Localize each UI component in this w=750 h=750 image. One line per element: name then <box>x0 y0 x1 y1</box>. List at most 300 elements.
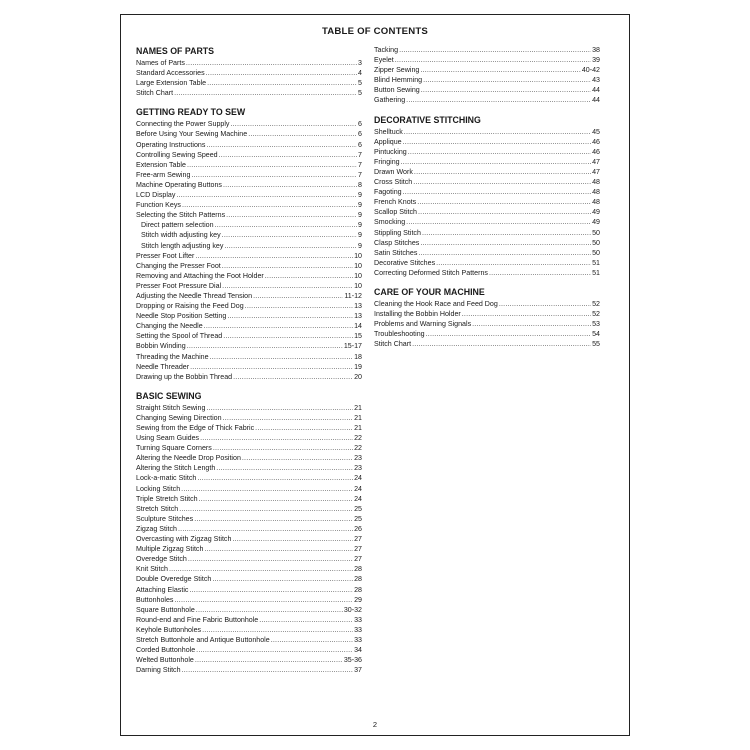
entry-label: Problems and Warning Signals <box>374 320 472 329</box>
toc-entry <box>374 147 600 157</box>
entry-page-number: 7 <box>358 160 362 169</box>
toc-entry <box>136 655 362 665</box>
toc-entry <box>374 339 600 349</box>
entry-label: Clasp Stitches <box>374 238 420 247</box>
entry-page-number: 11-12 <box>344 291 362 300</box>
toc-entry <box>136 88 362 98</box>
section-heading: NAMES OF PARTS <box>136 46 215 56</box>
dot-leader <box>462 309 591 319</box>
entry-label: Knit Stitch <box>136 565 168 574</box>
entry-label: Eyelet <box>374 56 394 65</box>
dot-leader <box>242 453 353 463</box>
entry-page-number: 7 <box>358 170 362 179</box>
toc-entry <box>136 200 362 210</box>
dot-leader <box>413 177 591 187</box>
entry-label: Zipper Sewing <box>374 66 420 75</box>
dot-leader <box>187 341 343 351</box>
entry-label: Selecting the Stitch Patterns <box>136 211 226 220</box>
dot-leader <box>188 554 353 564</box>
entry-page-number: 54 <box>592 330 600 339</box>
entry-label: Names of Parts <box>136 59 185 67</box>
entry-label: Overedge Stitch <box>136 555 187 564</box>
entry-label: Free-arm Sewing <box>136 170 191 179</box>
toc-entry <box>374 238 600 248</box>
dot-leader <box>187 160 357 170</box>
toc-entry <box>136 261 362 271</box>
dot-leader <box>422 228 591 238</box>
entry-page-number: 38 <box>592 46 600 54</box>
entry-page-number: 20 <box>354 372 362 381</box>
entry-page-number: 25 <box>354 504 362 513</box>
entry-page-number: 13 <box>354 312 362 321</box>
entry-label: Keyhole Buttonholes <box>136 625 202 634</box>
toc-entry <box>136 484 362 494</box>
entry-page-number: 33 <box>354 635 362 644</box>
entry-label: Presser Foot Lifter <box>136 251 195 260</box>
toc-entry <box>374 197 600 207</box>
dot-leader <box>406 217 591 227</box>
entry-label: Button Sewing <box>374 86 420 95</box>
toc-entry <box>136 321 362 331</box>
dot-leader <box>253 291 343 301</box>
toc-entry <box>136 615 362 625</box>
entry-page-number: 10 <box>354 251 362 260</box>
entry-page-number: 28 <box>354 565 362 574</box>
entry-page-number: 23 <box>354 464 362 473</box>
entry-label: Adjusting the Needle Thread Tension <box>136 291 253 300</box>
toc-section-decorative-stitching <box>374 114 600 278</box>
entry-label: Stitch Chart <box>374 340 412 349</box>
entry-label: Sewing from the Edge of Thick Fabric <box>136 424 255 432</box>
toc-entry <box>374 127 600 137</box>
toc-entry <box>136 574 362 584</box>
toc-entry <box>374 45 600 55</box>
dot-leader <box>182 665 354 675</box>
document-page <box>120 14 630 736</box>
toc-entry <box>374 207 600 217</box>
entry-label: Installing the Bobbin Holder <box>374 310 461 319</box>
entry-label: Multiple Zigzag Stitch <box>136 545 204 554</box>
entry-page-number: 51 <box>592 258 600 267</box>
dot-leader <box>216 463 353 473</box>
entry-label: Removing and Attaching the Foot Holder <box>136 271 264 280</box>
entry-label: Turning Square Corners <box>136 444 212 453</box>
entry-label: French Knots <box>374 198 417 207</box>
toc-entry <box>136 554 362 564</box>
dot-leader <box>197 473 353 483</box>
entry-label: Gathering <box>374 96 406 105</box>
toc-entry <box>136 665 362 675</box>
entry-label: Machine Operating Buttons <box>136 180 222 189</box>
entry-page-number: 10 <box>354 261 362 270</box>
entry-page-number: 4 <box>358 69 362 78</box>
dot-leader <box>179 504 353 514</box>
entry-page-number: 21 <box>354 413 362 422</box>
entry-page-number: 13 <box>354 302 362 311</box>
dot-leader <box>227 311 353 321</box>
entry-label: Decorative Stitches <box>374 258 436 267</box>
entry-page-number: 9 <box>358 191 362 200</box>
entry-page-number: 48 <box>592 188 600 197</box>
dot-leader <box>174 88 357 98</box>
entry-label: Drawing up the Bobbin Thread <box>136 372 233 381</box>
entry-label: Shelltuck <box>374 127 403 136</box>
entry-page-number: 40-42 <box>581 66 600 75</box>
toc-entry <box>136 78 362 88</box>
toc-entry <box>136 514 362 524</box>
entry-page-number: 50 <box>592 248 600 257</box>
dot-leader <box>395 55 591 65</box>
dot-leader <box>230 119 357 129</box>
toc-entry <box>136 413 362 423</box>
dot-leader <box>204 321 353 331</box>
dot-leader <box>248 129 357 139</box>
entry-label: Drawn Work <box>374 167 413 176</box>
entry-label: Double Overedge Stitch <box>136 575 212 584</box>
dot-leader <box>436 258 591 268</box>
dot-leader <box>181 484 353 494</box>
entry-page-number: 27 <box>354 555 362 564</box>
dot-leader <box>426 329 592 339</box>
entry-page-number: 48 <box>592 178 600 187</box>
toc-entry <box>374 248 600 258</box>
toc-entry <box>136 423 362 433</box>
right-column <box>374 45 600 357</box>
toc-entry <box>136 140 362 150</box>
toc-entry <box>136 494 362 504</box>
entry-label: Function Keys <box>136 201 181 210</box>
entry-page-number: 18 <box>354 352 362 361</box>
toc-entry <box>136 463 362 473</box>
entry-page-number: 24 <box>354 474 362 483</box>
dot-leader <box>199 494 353 504</box>
entry-label: Needle Stop Position Setting <box>136 312 227 321</box>
entry-page-number: 23 <box>354 454 362 463</box>
toc-section-getting-ready-to-sew <box>136 106 362 381</box>
entry-label: Cross Stitch <box>374 178 413 187</box>
entry-page-number: 50 <box>592 228 600 237</box>
dot-leader <box>182 200 357 210</box>
dot-leader <box>204 544 353 554</box>
entry-label: Controlling Sewing Speed <box>136 150 218 159</box>
dot-leader <box>418 248 591 258</box>
toc-entry <box>374 217 600 227</box>
dot-leader <box>265 271 353 281</box>
entry-label: Pintucking <box>374 147 407 156</box>
entry-label: Large Extension Table <box>136 79 207 88</box>
entry-page-number: 22 <box>354 444 362 453</box>
dot-leader <box>401 157 591 167</box>
section-heading: CARE OF YOUR MACHINE <box>374 286 485 297</box>
entry-page-number: 26 <box>354 524 362 533</box>
dot-leader <box>222 230 357 240</box>
entry-page-number: 45 <box>592 127 600 136</box>
entry-page-number: 33 <box>354 615 362 624</box>
toc-entry <box>136 605 362 615</box>
toc-entry <box>136 119 362 129</box>
entry-label: Triple Stretch Stitch <box>136 494 198 503</box>
toc-entry <box>136 585 362 595</box>
dot-leader <box>174 595 353 605</box>
dot-leader <box>186 58 357 68</box>
entry-label: Stitch length adjusting key <box>141 241 224 250</box>
dot-leader <box>403 137 591 147</box>
toc-entry <box>136 504 362 514</box>
dot-leader <box>408 147 591 157</box>
entry-label: Using Seam Guides <box>136 434 200 443</box>
entry-page-number: 9 <box>358 221 362 230</box>
entry-label: Applique <box>374 137 402 146</box>
entry-page-number: 44 <box>592 96 600 105</box>
entry-label: LCD Display <box>136 191 176 200</box>
entry-page-number: 33 <box>354 625 362 634</box>
entry-page-number: 6 <box>358 130 362 139</box>
dot-leader <box>169 564 353 574</box>
dot-leader <box>212 574 353 584</box>
toc-entry <box>136 341 362 351</box>
toc-entry <box>374 329 600 339</box>
entry-label: Stretch Buttonhole and Antique Buttonhole <box>136 635 270 644</box>
entry-label: Altering the Stitch Length <box>136 464 216 473</box>
toc-entry <box>136 271 362 281</box>
entry-page-number: 15-17 <box>343 342 362 351</box>
entry-page-number: 28 <box>354 585 362 594</box>
toc-section-continued <box>374 45 600 106</box>
entry-page-number: 52 <box>592 299 600 308</box>
entry-label: Changing the Presser Foot <box>136 261 221 270</box>
dot-leader <box>223 180 357 190</box>
entry-page-number: 43 <box>592 76 600 85</box>
toc-entry <box>136 190 362 200</box>
toc-entry <box>136 220 362 230</box>
dot-leader <box>420 238 591 248</box>
toc-entry <box>136 129 362 139</box>
dot-leader <box>271 635 353 645</box>
toc-entry <box>374 228 600 238</box>
entry-page-number: 30-32 <box>343 605 362 614</box>
entry-label: Presser Foot Pressure Dial <box>136 281 222 290</box>
entry-label: Welted Buttonhole <box>136 656 194 665</box>
dot-leader <box>224 241 357 251</box>
entry-page-number: 53 <box>592 320 600 329</box>
entry-label: Tacking <box>374 46 399 54</box>
entry-label: Standard Accessories <box>136 69 205 78</box>
toc-entry <box>374 258 600 268</box>
toc-entry <box>374 177 600 187</box>
entry-label: Lock-a-matic Stitch <box>136 474 197 483</box>
entry-label: Smocking <box>374 218 406 227</box>
toc-entry <box>374 319 600 329</box>
dot-leader <box>196 645 353 655</box>
dot-leader <box>223 413 354 423</box>
dot-leader <box>195 655 343 665</box>
dot-leader <box>489 268 591 278</box>
entry-page-number: 55 <box>592 340 600 349</box>
entry-page-number: 7 <box>358 150 362 159</box>
toc-entry <box>136 524 362 534</box>
dot-leader <box>418 207 591 217</box>
page-title: TABLE OF CONTENTS <box>321 26 429 37</box>
dot-leader <box>245 301 353 311</box>
dot-leader <box>213 443 353 453</box>
dot-leader <box>215 220 357 230</box>
entry-label: Scallop Stitch <box>374 208 417 217</box>
toc-section-basic-sewing <box>136 390 362 676</box>
toc-entry <box>136 534 362 544</box>
toc-entry <box>136 403 362 413</box>
toc-entry <box>136 473 362 483</box>
entry-label: Straight Stitch Sewing <box>136 403 206 412</box>
entry-label: Setting the Spool of Thread <box>136 332 223 341</box>
toc-entry <box>136 645 362 655</box>
entry-label: Correcting Deformed Stitch Patterns <box>374 268 488 277</box>
entry-page-number: 24 <box>354 494 362 503</box>
toc-entry <box>374 167 600 177</box>
entry-page-number: 21 <box>354 424 362 432</box>
toc-entry <box>374 187 600 197</box>
entry-page-number: 39 <box>592 56 600 65</box>
entry-label: Extension Table <box>136 160 186 169</box>
entry-page-number: 52 <box>592 310 600 319</box>
entry-label: Troubleshooting <box>374 330 425 339</box>
entry-page-number: 3 <box>358 59 362 67</box>
dot-leader <box>195 251 353 261</box>
entry-page-number: 9 <box>358 201 362 210</box>
dot-leader <box>191 170 357 180</box>
entry-page-number: 6 <box>358 120 362 129</box>
dot-leader <box>178 524 353 534</box>
left-column <box>136 45 362 683</box>
entry-page-number: 25 <box>354 514 362 523</box>
toc-entry <box>374 137 600 147</box>
dot-leader <box>222 261 353 271</box>
dot-leader <box>219 150 357 160</box>
entry-page-number: 24 <box>354 484 362 493</box>
toc-entry <box>136 443 362 453</box>
entry-page-number: 28 <box>354 575 362 584</box>
entry-label: Stitch width adjusting key <box>141 231 221 240</box>
entry-label: Blind Hemming <box>374 76 423 85</box>
toc-entry <box>136 210 362 220</box>
entry-page-number: 14 <box>354 322 362 331</box>
entry-page-number: 47 <box>592 157 600 166</box>
dot-leader <box>189 585 353 595</box>
entry-page-number: 10 <box>354 271 362 280</box>
toc-entry <box>136 150 362 160</box>
dot-leader <box>403 187 592 197</box>
entry-page-number: 34 <box>354 646 362 655</box>
entry-label: Needle Threader <box>136 362 190 371</box>
dot-leader <box>200 433 353 443</box>
entry-label: Sculpture Stitches <box>136 514 194 523</box>
dot-leader <box>255 423 353 433</box>
toc-entry <box>136 251 362 261</box>
toc-entry <box>136 241 362 251</box>
entry-page-number: 9 <box>358 231 362 240</box>
entry-page-number: 5 <box>358 79 362 88</box>
entry-page-number: 9 <box>358 241 362 250</box>
entry-label: Zigzag Stitch <box>136 524 178 533</box>
dot-leader <box>223 331 353 341</box>
toc-entry <box>374 85 600 95</box>
entry-label: Stippling Stitch <box>374 228 421 237</box>
entry-page-number: 35-36 <box>343 656 362 665</box>
toc-entry <box>374 55 600 65</box>
entry-label: Operating Instructions <box>136 140 206 149</box>
dot-leader <box>206 68 357 78</box>
section-heading: DECORATIVE STITCHING <box>374 114 481 125</box>
toc-entry <box>136 372 362 382</box>
entry-label: Stitch Chart <box>136 89 174 98</box>
dot-leader <box>412 339 591 349</box>
entry-label: Stretch Stitch <box>136 504 179 513</box>
toc-entry <box>374 268 600 278</box>
entry-label: Direct pattern selection <box>141 221 214 230</box>
dot-leader <box>417 197 591 207</box>
toc-entry <box>374 75 600 85</box>
entry-page-number: 51 <box>592 268 600 277</box>
toc-entry <box>136 595 362 605</box>
dot-leader <box>194 514 353 524</box>
dot-leader <box>259 615 353 625</box>
entry-label: Darning Stitch <box>136 666 181 675</box>
toc-entry <box>136 230 362 240</box>
dot-leader <box>226 210 357 220</box>
entry-page-number: 29 <box>354 595 362 604</box>
dot-leader <box>206 140 357 150</box>
toc-entry <box>136 58 362 68</box>
toc-entry <box>136 160 362 170</box>
entry-page-number: 27 <box>354 535 362 544</box>
dot-leader <box>222 281 353 291</box>
toc-entry <box>136 362 362 372</box>
dot-leader <box>420 65 580 75</box>
entry-page-number: 22 <box>354 434 362 443</box>
toc-entry <box>136 453 362 463</box>
entry-page-number: 47 <box>592 167 600 176</box>
dot-leader <box>176 190 357 200</box>
entry-page-number: 27 <box>354 545 362 554</box>
toc-entry <box>136 564 362 574</box>
entry-page-number: 9 <box>358 211 362 220</box>
entry-label: Buttonholes <box>136 595 174 604</box>
toc-entry <box>136 352 362 362</box>
entry-page-number: 49 <box>592 218 600 227</box>
toc-entry <box>374 157 600 167</box>
entry-label: Connecting the Power Supply <box>136 120 230 129</box>
entry-page-number: 10 <box>354 281 362 290</box>
entry-label: Round-end and Fine Fabric Buttonhole <box>136 615 259 624</box>
dot-leader <box>472 319 591 329</box>
entry-label: Fagoting <box>374 188 402 197</box>
dot-leader <box>421 85 591 95</box>
toc-section-names-of-parts <box>136 45 362 98</box>
toc-entry <box>136 291 362 301</box>
entry-label: Attaching Elastic <box>136 585 189 594</box>
dot-leader <box>206 403 353 413</box>
toc-section-care-of-your-machine <box>374 286 600 349</box>
entry-label: Before Using Your Sewing Machine <box>136 130 248 139</box>
entry-label: Cleaning the Hook Race and Feed Dog <box>374 299 498 308</box>
entry-label: Threading the Machine <box>136 352 209 361</box>
toc-entry <box>136 170 362 180</box>
entry-label: Changing the Needle <box>136 322 203 331</box>
entry-page-number: 6 <box>358 140 362 149</box>
toc-entry <box>374 299 600 309</box>
entry-page-number: 49 <box>592 208 600 217</box>
entry-label: Bobbin Winding <box>136 342 186 351</box>
entry-page-number: 8 <box>358 180 362 189</box>
